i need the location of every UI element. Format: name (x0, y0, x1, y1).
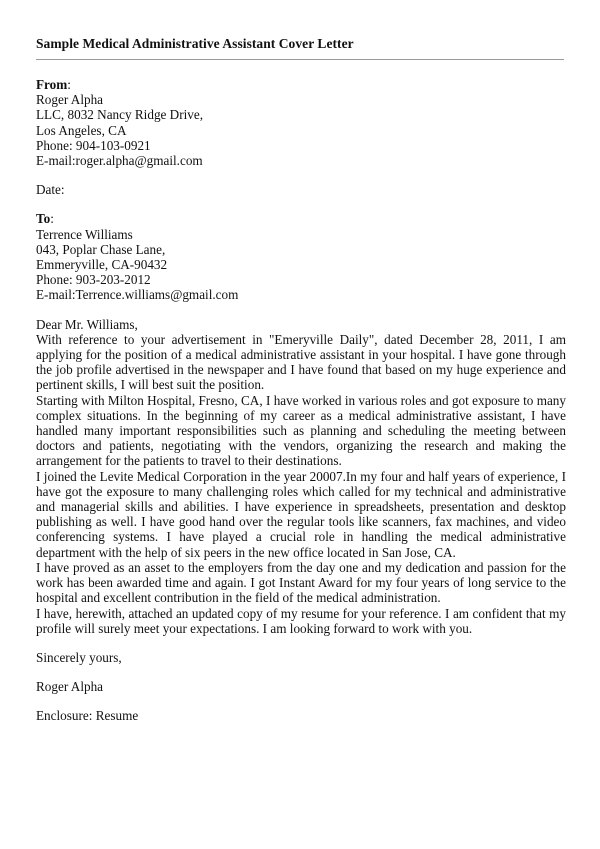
date-label: Date: (36, 182, 65, 198)
recipient-phone: Phone: 903-203-2012 (36, 272, 151, 288)
recipient-address-line2: Emmeryville, CA-90432 (36, 257, 168, 273)
to-heading (36, 211, 566, 226)
enclosure-note: Enclosure: Resume (36, 708, 139, 724)
title-divider (36, 59, 564, 60)
letter-body (36, 77, 566, 724)
recipient-email: E-mail:Terrence.williams@gmail.com (36, 287, 239, 303)
salutation: Dear Mr. Williams, (36, 316, 138, 332)
recipient-name: Terrence Williams (36, 226, 133, 242)
from-label: From (36, 77, 68, 92)
from-heading (36, 77, 566, 92)
sender-name: Roger Alpha (36, 92, 104, 108)
closing: Sincerely yours, (36, 649, 122, 665)
recipient-block (36, 211, 566, 302)
from-colon: : (67, 77, 71, 92)
paragraph-5: I have, herewith, attached an updated copy of my resume for your reference. I am confident that my profile will surely meet your expectations. I am looking forward to work with you. (36, 605, 566, 636)
sender-email: E-mail:roger.alpha@gmail.com (36, 153, 203, 169)
paragraph-1: With reference to your advertisement in "Emeryville Daily", dated December 28, 2011, I am applying for the position of a medical administrative assistant in your hospital. I have gone through the job profile advertised in the newspaper and I have found that based on my huge experience and pertinent skills, I will best suit the position. (36, 331, 566, 393)
recipient-address-line1: 043, Poplar Chase Lane, (36, 241, 166, 257)
sender-phone: Phone: 904-103-0921 (36, 137, 151, 153)
sender-address-line1: LLC, 8032 Nancy Ridge Drive, (36, 107, 204, 123)
date-block (36, 182, 566, 197)
sender-block (36, 77, 566, 168)
sender-address-line2: Los Angeles, CA (36, 122, 127, 138)
paragraph-2: Starting with Milton Hospital, Fresno, CA, I have worked in various roles and got exposure to many complex situations. In the beginning of my career as a medical administrative assistant, I have handled many important responsibilities such as planning and scheduling the meeting between doctors and patients, negotiating with the vendors, organizing the research and making the arrangement for the patients to travel to their destinations. (36, 392, 566, 469)
paragraph-4: I have proved as an asset to the employers from the day one and my dedication and passion for the work has been awarded time and again. I got Instant Award for my four years of long service to the hospital and excellent contribution in the field of the medical administration. (36, 559, 566, 606)
to-colon: : (50, 211, 54, 227)
page-title: Sample Medical Administrative Assistant Cover Letter (36, 36, 354, 51)
paragraph-3: I joined the Levite Medical Corporation in the year 20007.In my four and half years of experience, I have got the exposure to many challenging roles which called for my technical and administrative and managerial skills and abilities. I have experience in spreadsheets, presentation and desktop publishing as well. I have good hand over the regular tools like scanners, fax machines, and video conferencing systems. I have played a crucial role in handling the medical administrative department with the help of six peers in the new office located in San Jose, CA. (36, 468, 566, 560)
to-label: To (36, 211, 51, 227)
signature-name: Roger Alpha (36, 679, 104, 695)
